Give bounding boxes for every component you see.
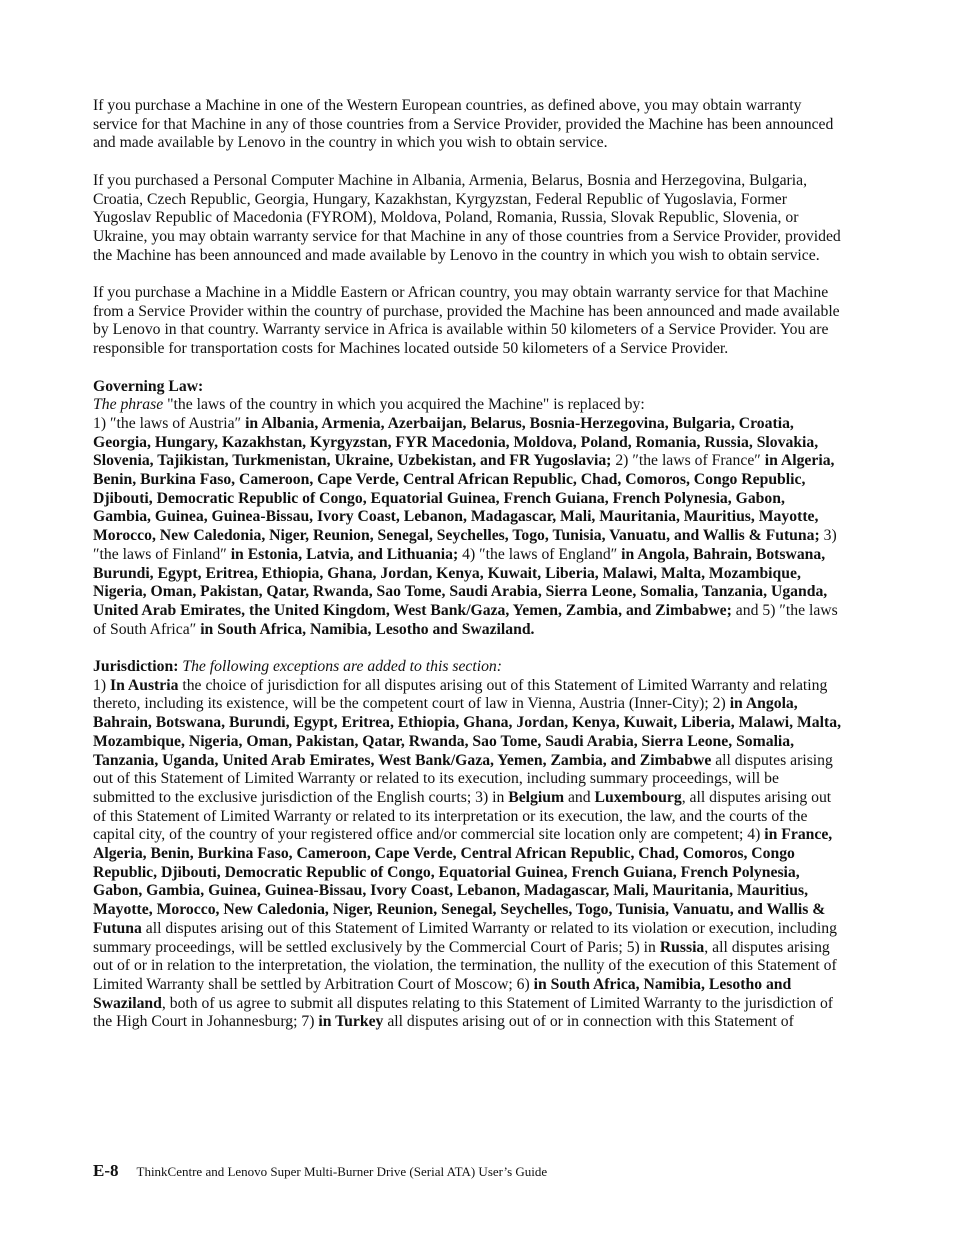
text-run: Luxembourg — [594, 788, 682, 806]
text-run: , all disputes arising out of this Statement of Limited Warranty or related to its interpretation or its execution, the law, and the courts of the capital city, of the country of your registered office and/or commercial site location only are competent; 4) — [93, 788, 832, 844]
text-run: , both of us agree to submit all disputes relating to this Statement of Limited Warranty to the jurisdiction of the High Court in Johannesburg; 7) — [93, 994, 834, 1031]
text-run: 1) ″the laws of Austria″ — [93, 414, 246, 432]
paragraph-eastern-europe — [93, 172, 841, 266]
text-run: all disputes arising out of or in connection with this Statement of — [383, 1013, 794, 1031]
text-run: , all disputes arising out of or in relation to the interpretation, the violation, the termination, the nullity of the execution of this Statement of Limited Warranty shall be settled by Arbitration Court of Moscow; 6) — [93, 938, 837, 993]
text-run: 1) — [93, 676, 110, 694]
text-run: In Austria — [110, 676, 179, 694]
text-run: "the laws of the country in which you acquired the Machine" is replaced by: — [163, 396, 645, 414]
text-run: The following exceptions are added to this section: — [182, 658, 502, 676]
text-run: in Turkey — [318, 1013, 384, 1031]
paragraph-jurisdiction — [93, 658, 841, 1032]
text-run: in Angola, Bahrain, Botswana, Burundi, Egypt, Eritrea, Ethiopia, Ghana, Jordan, Kenya, Kuwait, Liberia, Malawi, Malta, Mozambique, Nigeria, Oman, Pakistan, Qatar, Rwanda, Sao Tome, Saudi Arabia, Sierra Leone, Somalia, Tanzania, Uganda, United Arab Emirates, West Bank/Gaza, Yemen, Zambia, and Zimbabwe — [93, 695, 841, 769]
text-run: and — [564, 788, 595, 806]
document-title: ThinkCentre and Lenovo Super Multi-Burner Drive (Serial ATA) User’s Guide — [136, 1164, 548, 1179]
text-run: Belgium — [508, 788, 565, 806]
paragraph-middle-east-africa — [93, 284, 841, 359]
text-run: If you purchased a Personal Computer Machine in Albania, Armenia, Belarus, Bosnia and Herzegovina, Bulgaria, Croatia, Czech Republic, Georgia, Hungary, Kazakhstan, Kyrgyzstan, Federal Republic of Yugoslavia, Former Yugoslav Republic of Macedonia (FYROM), Moldova, Poland, Romania, Russia, Slovak Republic, Slovenia, or Ukraine, you may obtain warranty service for that Machine in any of those countries from a Service Provider, provided the Machine has been announced and made available by Lenovo in the country in which you wish to obtain service. — [93, 171, 841, 264]
text-run: the choice of jurisdiction for all disputes arising out of this Statement of Limited Warranty and relating thereto, including its existence, will be the competent court of law in Vienna, Austria (Inner-City); 2) — [93, 676, 828, 713]
text-run: The phrase — [93, 396, 164, 414]
text-run: 3) ″the laws of Finland″ — [93, 527, 837, 563]
page-number: E-8 — [93, 1161, 119, 1180]
text-run: in Estonia, Latvia, and Lithuania; — [230, 545, 459, 563]
text-run: Jurisdiction: — [93, 658, 179, 676]
text-run: all disputes arising out of this Statement of Limited Warranty or related to its violation or execution, including summary proceedings, will be settled exclusively by the Commercial Court of Paris; 5) in — [93, 919, 837, 956]
text-run: Russia — [659, 938, 705, 956]
text-run: 4) ″the laws of England″ — [458, 545, 622, 563]
paragraph-governing-law — [93, 378, 841, 640]
text-run: in Albania, Armenia, Azerbaijan, Belarus, Bosnia-Herzegovina, Bulgaria, Croatia, Georgia, Hungary, Kazakhstan, Kyrgyzstan, FYR Macedonia, Moldova, Poland, Romania, Russia, Slovakia, Slovenia, Tajikistan, Turkmenistan, Ukraine, Uzbekistan, and FR Yugoslavia; — [93, 414, 819, 470]
text-run: in South Africa, Namibia, Lesotho and Swaziland — [93, 975, 792, 1012]
text-run: Governing Law: — [93, 377, 204, 395]
text-run: If you purchase a Machine in a Middle Eastern or African country, you may obtain warranty service for that Machine from a Service Provider within the country of purchase, provided the Machine has been announced and made available by Lenovo in that country. Warranty service in Africa is available within 50 kilometers of a Service Provider. You are responsible for transportation costs for Machines located outside 50 kilometers of a Service Provider. — [93, 284, 840, 358]
text-run: and 5) ″the laws of South Africa″ — [93, 601, 838, 638]
text-run: in Algeria, Benin, Burkina Faso, Cameroon, Cape Verde, Central African Republic, Chad, Comoros, Congo Republic, Djibouti, Democratic Republic of Congo, Equatorial Guinea, French Guiana, French Polynesia, Gabon, Gambia, Guinea, Guinea-Bissau, Ivory Coast, Lebanon, Madagascar, Mali, Mauritania, Mauritius, Mayotte, Morocco, New Caledonia, Niger, Reunion, Senegal, Seychelles, Togo, Tunisia, Vanuatu, and Wallis & Futuna; — [93, 452, 835, 545]
text-run: in Angola, Bahrain, Botswana, Burundi, Egypt, Eritrea, Ethiopia, Ghana, Jordan, Kenya, Kuwait, Liberia, Malawi, Malta, Mozambique, Nigeria, Oman, Pakistan, Qatar, Rwanda, Sao Tome, Saudi Arabia, Sierra Leone, Somalia, Tanzania, Uganda, United Arab Emirates, the United Kingdom, West Bank/Gaza, Yemen, Zambia, and Zimbabwe; — [93, 545, 828, 619]
page-footer — [93, 1161, 853, 1181]
text-run: 2) ″the laws of France″ — [611, 452, 765, 470]
text-run: in France, Algeria, Benin, Burkina Faso, Cameroon, Cape Verde, Central African Republic, Chad, Comoros, Congo Republic, Djibouti, Democratic Republic of Congo, Equatorial Guinea, French Guiana, French Polynesia, Gabon, Gambia, Guinea, Guinea-Bissau, Ivory Coast, Lebanon, Madagascar, Mali, Mauritania, Mauritius, Mayotte, Morocco, New Caledonia, Niger, Reunion, Senegal, Seychelles, Togo, Tunisia, Vanuatu, and Wallis & Futuna — [93, 826, 833, 937]
document-body — [93, 97, 841, 1051]
text-run: all disputes arising out of this Statement of Limited Warranty or related to its execution, including summary proceedings, will be submitted to the exclusive jurisdiction of the English courts; 3) in — [93, 751, 833, 806]
text-run: in South Africa, Namibia, Lesotho and Swaziland. — [200, 620, 535, 638]
text-run: If you purchase a Machine in one of the Western European countries, as defined above, you may obtain warranty service for that Machine in any of those countries from a Service Provider, provided the Machine has been announced and made available by Lenovo in the country in which you wish to obtain service. — [93, 97, 834, 152]
paragraph-western-europe — [93, 97, 841, 153]
